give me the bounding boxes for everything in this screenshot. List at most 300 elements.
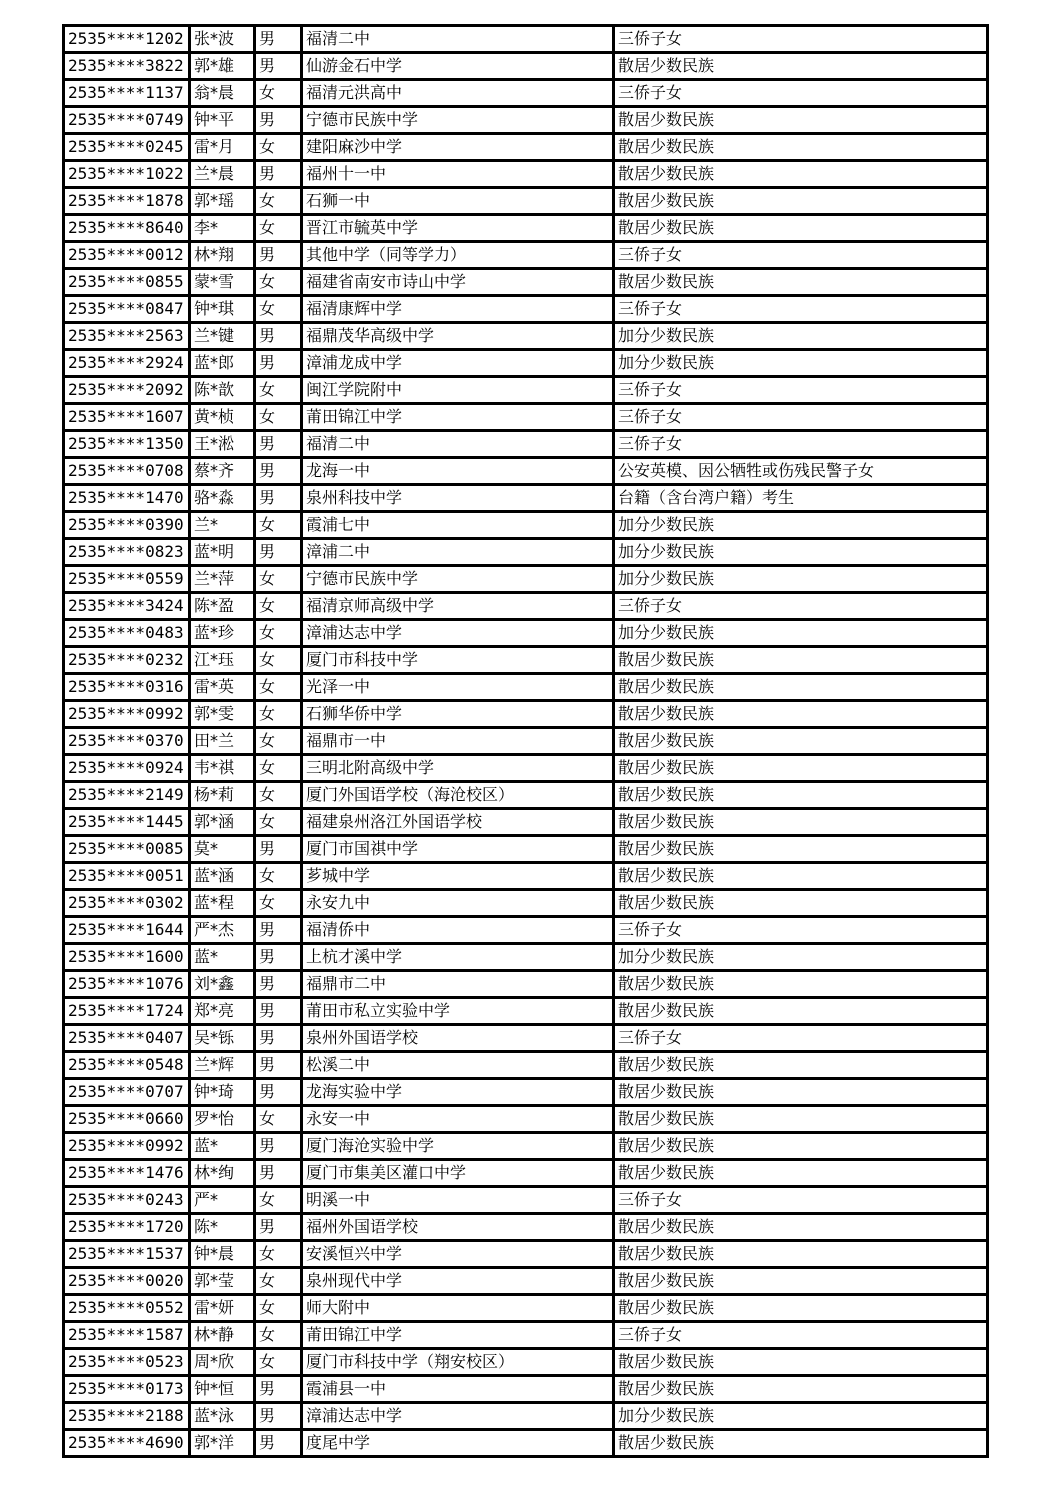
table-row [64, 539, 988, 566]
cell-care-type: 加分少数民族 [614, 512, 988, 539]
cell-candidate-name: 钟*平 [190, 107, 255, 134]
cell-candidate-name: 李* [190, 215, 255, 242]
cell-care-type: 散居少数民族 [614, 1160, 988, 1187]
cell-exam-id: 2535****0173 [64, 1376, 190, 1403]
cell-care-type: 散居少数民族 [614, 1295, 988, 1322]
table-row [64, 350, 988, 377]
cell-school: 芗城中学 [302, 863, 614, 890]
cell-care-type: 散居少数民族 [614, 782, 988, 809]
cell-gender: 男 [255, 1025, 302, 1052]
cell-school: 宁德市民族中学 [302, 107, 614, 134]
cell-school: 漳浦达志中学 [302, 1403, 614, 1430]
cell-gender: 男 [255, 1052, 302, 1079]
cell-candidate-name: 王*淞 [190, 431, 255, 458]
cell-care-type: 三侨子女 [614, 593, 988, 620]
cell-exam-id: 2535****2563 [64, 323, 190, 350]
cell-school: 厦门市科技中学（翔安校区） [302, 1349, 614, 1376]
table-row [64, 377, 988, 404]
cell-candidate-name: 钟*晨 [190, 1241, 255, 1268]
cell-school: 福鼎市一中 [302, 728, 614, 755]
cell-gender: 女 [255, 566, 302, 593]
cell-care-type: 散居少数民族 [614, 755, 988, 782]
cell-gender: 女 [255, 701, 302, 728]
cell-school: 建阳麻沙中学 [302, 134, 614, 161]
cell-school: 永安一中 [302, 1106, 614, 1133]
cell-exam-id: 2535****3822 [64, 53, 190, 80]
cell-school: 明溪一中 [302, 1187, 614, 1214]
cell-school: 莆田锦江中学 [302, 404, 614, 431]
candidates-table [62, 24, 989, 1458]
cell-exam-id: 2535****0924 [64, 755, 190, 782]
cell-exam-id: 2535****1137 [64, 80, 190, 107]
cell-exam-id: 2535****0245 [64, 134, 190, 161]
cell-exam-id: 2535****1476 [64, 1160, 190, 1187]
table-row [64, 782, 988, 809]
cell-gender: 女 [255, 296, 302, 323]
cell-candidate-name: 张*波 [190, 26, 255, 53]
cell-care-type: 散居少数民族 [614, 971, 988, 998]
cell-exam-id: 2535****0552 [64, 1295, 190, 1322]
cell-exam-id: 2535****0707 [64, 1079, 190, 1106]
cell-candidate-name: 钟*琦 [190, 1079, 255, 1106]
cell-exam-id: 2535****2924 [64, 350, 190, 377]
cell-candidate-name: 陈*盈 [190, 593, 255, 620]
cell-candidate-name: 郭*瑶 [190, 188, 255, 215]
table-row [64, 1160, 988, 1187]
cell-gender: 女 [255, 1268, 302, 1295]
cell-exam-id: 2535****0390 [64, 512, 190, 539]
table-row [64, 998, 988, 1025]
cell-candidate-name: 严*杰 [190, 917, 255, 944]
cell-care-type: 散居少数民族 [614, 890, 988, 917]
cell-gender: 女 [255, 647, 302, 674]
cell-exam-id: 2535****0559 [64, 566, 190, 593]
cell-care-type: 三侨子女 [614, 296, 988, 323]
cell-candidate-name: 蓝*泳 [190, 1403, 255, 1430]
cell-school: 晋江市毓英中学 [302, 215, 614, 242]
cell-care-type: 散居少数民族 [614, 161, 988, 188]
cell-exam-id: 2535****1445 [64, 809, 190, 836]
cell-exam-id: 2535****0708 [64, 458, 190, 485]
cell-gender: 男 [255, 350, 302, 377]
cell-gender: 女 [255, 1187, 302, 1214]
table-row [64, 1295, 988, 1322]
cell-exam-id: 2535****1202 [64, 26, 190, 53]
cell-school: 泉州现代中学 [302, 1268, 614, 1295]
table-row [64, 1349, 988, 1376]
cell-candidate-name: 郑*亮 [190, 998, 255, 1025]
cell-care-type: 散居少数民族 [614, 107, 988, 134]
cell-school: 仙游金石中学 [302, 53, 614, 80]
cell-gender: 男 [255, 1214, 302, 1241]
cell-gender: 男 [255, 485, 302, 512]
cell-school: 福清京师高级中学 [302, 593, 614, 620]
cell-school: 漳浦二中 [302, 539, 614, 566]
cell-exam-id: 2535****0370 [64, 728, 190, 755]
table-row [64, 917, 988, 944]
table-row [64, 269, 988, 296]
cell-gender: 女 [255, 593, 302, 620]
cell-school: 厦门市科技中学 [302, 647, 614, 674]
cell-gender: 女 [255, 269, 302, 296]
table-row [64, 755, 988, 782]
cell-school: 度尾中学 [302, 1430, 614, 1457]
cell-exam-id: 2535****0823 [64, 539, 190, 566]
table-row [64, 323, 988, 350]
cell-care-type: 加分少数民族 [614, 566, 988, 593]
cell-care-type: 加分少数民族 [614, 539, 988, 566]
cell-school: 上杭才溪中学 [302, 944, 614, 971]
cell-exam-id: 2535****4690 [64, 1430, 190, 1457]
table-row [64, 296, 988, 323]
cell-candidate-name: 钟*恒 [190, 1376, 255, 1403]
cell-gender: 男 [255, 1403, 302, 1430]
cell-gender: 女 [255, 188, 302, 215]
cell-exam-id: 2535****1350 [64, 431, 190, 458]
cell-gender: 男 [255, 53, 302, 80]
cell-gender: 男 [255, 539, 302, 566]
cell-exam-id: 2535****1600 [64, 944, 190, 971]
cell-care-type: 散居少数民族 [614, 1052, 988, 1079]
cell-exam-id: 2535****1537 [64, 1241, 190, 1268]
cell-school: 其他中学（同等学力） [302, 242, 614, 269]
cell-gender: 女 [255, 674, 302, 701]
cell-gender: 女 [255, 377, 302, 404]
cell-exam-id: 2535****1720 [64, 1214, 190, 1241]
cell-school: 福建泉州洛江外国语学校 [302, 809, 614, 836]
cell-care-type: 散居少数民族 [614, 1349, 988, 1376]
cell-exam-id: 2535****1587 [64, 1322, 190, 1349]
cell-candidate-name: 蔡*齐 [190, 458, 255, 485]
cell-gender: 女 [255, 404, 302, 431]
cell-school: 福清二中 [302, 26, 614, 53]
cell-gender: 男 [255, 1376, 302, 1403]
cell-exam-id: 2535****2092 [64, 377, 190, 404]
cell-candidate-name: 兰*键 [190, 323, 255, 350]
cell-gender: 男 [255, 944, 302, 971]
cell-school: 三明北附高级中学 [302, 755, 614, 782]
table-row [64, 1376, 988, 1403]
cell-care-type: 散居少数民族 [614, 1268, 988, 1295]
cell-candidate-name: 兰* [190, 512, 255, 539]
cell-exam-id: 2535****1470 [64, 485, 190, 512]
cell-school: 厦门外国语学校（海沧校区） [302, 782, 614, 809]
cell-care-type: 三侨子女 [614, 242, 988, 269]
cell-exam-id: 2535****0085 [64, 836, 190, 863]
cell-care-type: 散居少数民族 [614, 1430, 988, 1457]
cell-candidate-name: 刘*鑫 [190, 971, 255, 998]
cell-care-type: 三侨子女 [614, 1322, 988, 1349]
cell-candidate-name: 周*欣 [190, 1349, 255, 1376]
table-row [64, 1403, 988, 1430]
cell-exam-id: 2535****2188 [64, 1403, 190, 1430]
cell-care-type: 加分少数民族 [614, 620, 988, 647]
cell-gender: 女 [255, 1349, 302, 1376]
cell-exam-id: 2535****3424 [64, 593, 190, 620]
cell-exam-id: 2535****1607 [64, 404, 190, 431]
cell-exam-id: 2535****0523 [64, 1349, 190, 1376]
cell-candidate-name: 蓝* [190, 944, 255, 971]
cell-candidate-name: 雷*英 [190, 674, 255, 701]
table-row [64, 53, 988, 80]
cell-school: 安溪恒兴中学 [302, 1241, 614, 1268]
cell-exam-id: 2535****0855 [64, 269, 190, 296]
cell-care-type: 散居少数民族 [614, 701, 988, 728]
cell-school: 永安九中 [302, 890, 614, 917]
table-row [64, 485, 988, 512]
cell-care-type: 散居少数民族 [614, 863, 988, 890]
table-row [64, 944, 988, 971]
cell-candidate-name: 蓝*程 [190, 890, 255, 917]
table-row [64, 863, 988, 890]
cell-candidate-name: 兰*晨 [190, 161, 255, 188]
cell-exam-id: 2535****1076 [64, 971, 190, 998]
cell-school: 莆田锦江中学 [302, 1322, 614, 1349]
cell-gender: 女 [255, 863, 302, 890]
cell-exam-id: 2535****8640 [64, 215, 190, 242]
table-row [64, 1241, 988, 1268]
table-row [64, 107, 988, 134]
cell-care-type: 三侨子女 [614, 917, 988, 944]
cell-exam-id: 2535****0302 [64, 890, 190, 917]
cell-school: 光泽一中 [302, 674, 614, 701]
cell-candidate-name: 蓝*郎 [190, 350, 255, 377]
cell-school: 泉州科技中学 [302, 485, 614, 512]
cell-gender: 女 [255, 1295, 302, 1322]
cell-school: 福清元洪高中 [302, 80, 614, 107]
cell-care-type: 散居少数民族 [614, 1241, 988, 1268]
table-row [64, 566, 988, 593]
cell-gender: 女 [255, 215, 302, 242]
cell-candidate-name: 罗*怡 [190, 1106, 255, 1133]
cell-gender: 男 [255, 107, 302, 134]
cell-school: 福建省南安市诗山中学 [302, 269, 614, 296]
cell-gender: 女 [255, 1106, 302, 1133]
cell-care-type: 散居少数民族 [614, 647, 988, 674]
cell-candidate-name: 雷*月 [190, 134, 255, 161]
table-row [64, 593, 988, 620]
table-row [64, 1430, 988, 1457]
cell-exam-id: 2535****0243 [64, 1187, 190, 1214]
candidates-table-body [64, 26, 988, 1457]
cell-care-type: 散居少数民族 [614, 674, 988, 701]
cell-gender: 男 [255, 971, 302, 998]
cell-candidate-name: 黄*桢 [190, 404, 255, 431]
cell-school: 福清康辉中学 [302, 296, 614, 323]
cell-candidate-name: 莫* [190, 836, 255, 863]
cell-care-type: 散居少数民族 [614, 215, 988, 242]
cell-care-type: 散居少数民族 [614, 134, 988, 161]
cell-school: 石狮华侨中学 [302, 701, 614, 728]
cell-exam-id: 2535****0847 [64, 296, 190, 323]
cell-school: 福鼎市二中 [302, 971, 614, 998]
cell-gender: 女 [255, 512, 302, 539]
cell-school: 霞浦县一中 [302, 1376, 614, 1403]
cell-care-type: 散居少数民族 [614, 1106, 988, 1133]
table-row [64, 1106, 988, 1133]
cell-care-type: 加分少数民族 [614, 323, 988, 350]
cell-candidate-name: 江*珏 [190, 647, 255, 674]
table-row [64, 836, 988, 863]
table-row [64, 620, 988, 647]
cell-care-type: 散居少数民族 [614, 53, 988, 80]
cell-gender: 女 [255, 782, 302, 809]
cell-gender: 男 [255, 26, 302, 53]
table-row [64, 728, 988, 755]
table-row [64, 971, 988, 998]
cell-care-type: 散居少数民族 [614, 809, 988, 836]
table-row [64, 188, 988, 215]
cell-gender: 男 [255, 431, 302, 458]
cell-gender: 女 [255, 890, 302, 917]
cell-care-type: 三侨子女 [614, 26, 988, 53]
cell-exam-id: 2535****0232 [64, 647, 190, 674]
cell-gender: 女 [255, 809, 302, 836]
cell-exam-id: 2535****1878 [64, 188, 190, 215]
cell-candidate-name: 兰*辉 [190, 1052, 255, 1079]
cell-gender: 男 [255, 161, 302, 188]
cell-care-type: 三侨子女 [614, 431, 988, 458]
cell-gender: 男 [255, 836, 302, 863]
cell-candidate-name: 蓝*明 [190, 539, 255, 566]
cell-exam-id: 2535****0316 [64, 674, 190, 701]
cell-candidate-name: 林*翔 [190, 242, 255, 269]
table-row [64, 809, 988, 836]
table-row [64, 242, 988, 269]
cell-candidate-name: 蓝* [190, 1133, 255, 1160]
cell-school: 石狮一中 [302, 188, 614, 215]
cell-candidate-name: 郭*涵 [190, 809, 255, 836]
cell-school: 福州外国语学校 [302, 1214, 614, 1241]
table-row [64, 215, 988, 242]
table-row [64, 161, 988, 188]
table-row [64, 890, 988, 917]
cell-care-type: 散居少数民族 [614, 188, 988, 215]
table-row [64, 1133, 988, 1160]
cell-candidate-name: 郭*雄 [190, 53, 255, 80]
table-row [64, 1187, 988, 1214]
cell-candidate-name: 翁*晨 [190, 80, 255, 107]
cell-candidate-name: 郭*洋 [190, 1430, 255, 1457]
table-row [64, 1025, 988, 1052]
table-row [64, 26, 988, 53]
cell-candidate-name: 严* [190, 1187, 255, 1214]
cell-candidate-name: 杨*莉 [190, 782, 255, 809]
cell-exam-id: 2535****0407 [64, 1025, 190, 1052]
cell-care-type: 三侨子女 [614, 1025, 988, 1052]
cell-school: 厦门市国祺中学 [302, 836, 614, 863]
cell-candidate-name: 骆*淼 [190, 485, 255, 512]
cell-care-type: 加分少数民族 [614, 944, 988, 971]
cell-care-type: 散居少数民族 [614, 836, 988, 863]
cell-gender: 男 [255, 323, 302, 350]
cell-school: 厦门市集美区灌口中学 [302, 1160, 614, 1187]
cell-exam-id: 2535****0051 [64, 863, 190, 890]
cell-care-type: 散居少数民族 [614, 1079, 988, 1106]
cell-care-type: 公安英模、因公牺牲或伤残民警子女 [614, 458, 988, 485]
cell-candidate-name: 陈*歆 [190, 377, 255, 404]
cell-school: 福鼎茂华高级中学 [302, 323, 614, 350]
cell-gender: 女 [255, 728, 302, 755]
cell-exam-id: 2535****1724 [64, 998, 190, 1025]
cell-exam-id: 2535****1022 [64, 161, 190, 188]
table-row [64, 512, 988, 539]
cell-gender: 女 [255, 755, 302, 782]
cell-care-type: 散居少数民族 [614, 269, 988, 296]
cell-care-type: 散居少数民族 [614, 1133, 988, 1160]
cell-exam-id: 2535****0020 [64, 1268, 190, 1295]
cell-candidate-name: 郭*雯 [190, 701, 255, 728]
cell-care-type: 加分少数民族 [614, 1403, 988, 1430]
cell-gender: 女 [255, 134, 302, 161]
cell-gender: 女 [255, 620, 302, 647]
cell-exam-id: 2535****0483 [64, 620, 190, 647]
cell-care-type: 散居少数民族 [614, 728, 988, 755]
cell-school: 泉州外国语学校 [302, 1025, 614, 1052]
cell-exam-id: 2535****0548 [64, 1052, 190, 1079]
cell-exam-id: 2535****1644 [64, 917, 190, 944]
cell-candidate-name: 蒙*雪 [190, 269, 255, 296]
cell-care-type: 三侨子女 [614, 404, 988, 431]
cell-care-type: 三侨子女 [614, 377, 988, 404]
cell-candidate-name: 韦*祺 [190, 755, 255, 782]
cell-care-type: 台籍（含台湾户籍）考生 [614, 485, 988, 512]
cell-candidate-name: 兰*萍 [190, 566, 255, 593]
cell-gender: 男 [255, 1430, 302, 1457]
cell-gender: 女 [255, 1241, 302, 1268]
cell-candidate-name: 钟*琪 [190, 296, 255, 323]
cell-gender: 男 [255, 1079, 302, 1106]
table-row [64, 701, 988, 728]
table-row [64, 674, 988, 701]
cell-school: 漳浦达志中学 [302, 620, 614, 647]
cell-exam-id: 2535****2149 [64, 782, 190, 809]
cell-school: 福州十一中 [302, 161, 614, 188]
cell-school: 闽江学院附中 [302, 377, 614, 404]
cell-gender: 男 [255, 998, 302, 1025]
table-row [64, 80, 988, 107]
table-row [64, 404, 988, 431]
table-row [64, 1268, 988, 1295]
cell-gender: 女 [255, 1322, 302, 1349]
cell-care-type: 散居少数民族 [614, 998, 988, 1025]
cell-school: 龙海一中 [302, 458, 614, 485]
cell-gender: 男 [255, 1160, 302, 1187]
cell-candidate-name: 田*兰 [190, 728, 255, 755]
cell-gender: 女 [255, 80, 302, 107]
table-row [64, 1214, 988, 1241]
cell-care-type: 散居少数民族 [614, 1214, 988, 1241]
cell-candidate-name: 林*绚 [190, 1160, 255, 1187]
cell-candidate-name: 蓝*珍 [190, 620, 255, 647]
cell-exam-id: 2535****0660 [64, 1106, 190, 1133]
cell-exam-id: 2535****0012 [64, 242, 190, 269]
cell-care-type: 散居少数民族 [614, 1376, 988, 1403]
cell-care-type: 加分少数民族 [614, 350, 988, 377]
cell-care-type: 三侨子女 [614, 80, 988, 107]
cell-school: 福清侨中 [302, 917, 614, 944]
table-row [64, 458, 988, 485]
cell-school: 福清二中 [302, 431, 614, 458]
cell-school: 莆田市私立实验中学 [302, 998, 614, 1025]
table-row [64, 1322, 988, 1349]
table-row [64, 1052, 988, 1079]
cell-school: 霞浦七中 [302, 512, 614, 539]
table-row [64, 1079, 988, 1106]
table-row [64, 134, 988, 161]
cell-school: 宁德市民族中学 [302, 566, 614, 593]
cell-candidate-name: 郭*莹 [190, 1268, 255, 1295]
